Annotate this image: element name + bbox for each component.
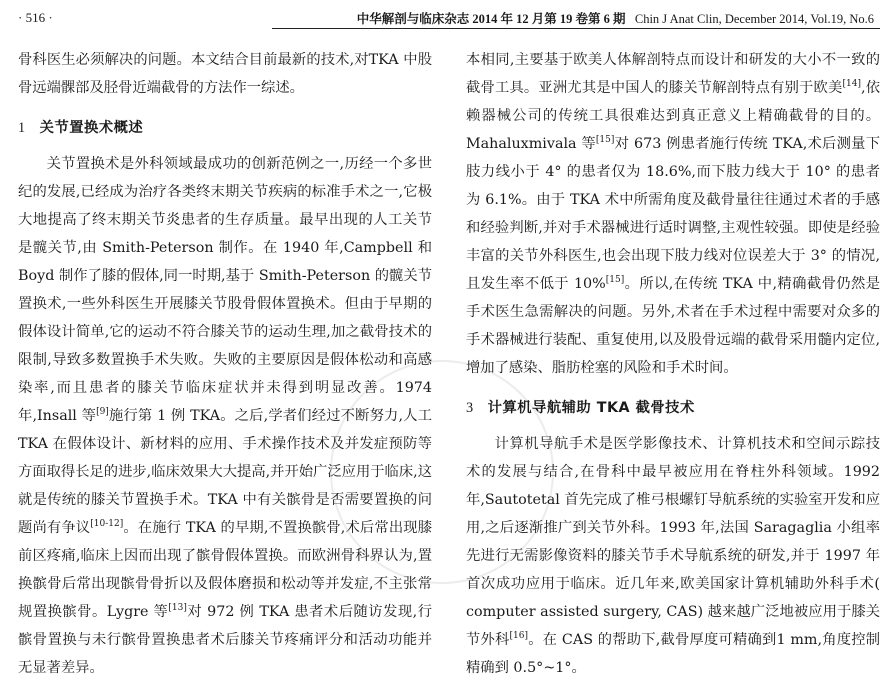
- text-run: ,依赖器械公司的传统工具很难达到真正意义上精确截骨的目的。Mahaluxmivala 等: [466, 80, 881, 152]
- left-column: [18, 46, 432, 682]
- section-number: 3: [466, 400, 474, 416]
- citation-ref: [13]: [168, 603, 187, 613]
- running-header: [0, 0, 892, 40]
- citation-ref: [16]: [509, 631, 528, 641]
- body-paragraph: [18, 150, 432, 682]
- citation-ref: [15]: [605, 275, 625, 285]
- journal-title-en: Chin J Anat Clin, December 2014, Vol.19, No.6: [634, 12, 874, 26]
- section-heading: [466, 394, 880, 422]
- citation-ref: [15]: [595, 135, 615, 145]
- text-run: 本相同,主要基于欧美人体解剖特点而设计和研发的大小不一致的截骨工具。亚洲尤其是中国人的膝关节解剖特点有别于欧美: [466, 52, 880, 96]
- text-run: 对 673 例患者施行传统 TKA,术后测量下肢力线小于 4° 的患者仅为 18.6%,而下肢力线大于 10° 的患者为 6.1%。由于 TKA 术中所需角度及截骨量往往通过术者的手感和经验判断,并对手术器械进行适时调整,主观性较强。即使是经验丰富的关节外科医生,也会出现下肢力线对位误差大于 3° 的情况,且发生率不低于 10%: [466, 136, 880, 292]
- text-run: 计算机导航手术是医学影像技术、计算机技术和空间示踪技术的发展与结合,在骨科中最早被应用在脊柱外科领域。1992 年,Sautotetal 首先完成了椎弓根螺钉导航系统的实验室开发和应用,之后逐渐推广到关节外科。1993 年,法国 Saragaglia 小组率先进行无需影像资料的膝关节手术导航系统的研发,并于 1997 年首次成功应用于临床。近几年来,欧美国家计算机辅助外科手术( computer assisted surgery, CAS) 越来越广泛地被应用于膝关节外科: [466, 436, 880, 648]
- section-number: 1: [18, 120, 26, 136]
- section-heading: [18, 114, 432, 142]
- text-run: 。在施行 TKA 的早期,不置换髌骨,术后常出现膝前区疼痛,临床上因而出现了髌骨假体置换。而欧洲骨科界认为,置换髌骨后常出现髌骨骨折以及假体磨损和松动等并发症,不主张常规置换髌骨。Lygre 等: [18, 520, 433, 620]
- text-run: 关节置换术是外科领域最成功的创新范例之一,历经一个多世纪的发展,已经成为治疗各类终末期关节疾病的标准手术之一,它极大地提高了终末期关节炎患者的生存质量。最早出现的人工关节是髋关节,由 Smith-Peterson 制作。在 1940 年,Campbell 和 Boyd 制作了膝的假体,同一时期,基于 Smith-Peterson 的髋关节置换术,一些外科医生开展膝关节股骨假体置换术。但由于早期的假体设计简单,它的运动不符合膝关节的运动生理,加之截骨技术的限制,导致多数置换手术失败。失败的主要原因是假体松动和高感染率,而且患者的膝关节临床症状并未得到明显改善。1974 年,Insall 等: [18, 156, 432, 424]
- page-number: · 516 ·: [18, 10, 53, 25]
- header-rule: [272, 28, 880, 29]
- citation-ref: [14]: [842, 79, 861, 89]
- citation-ref: [9]: [96, 407, 109, 417]
- section-title: 计算机导航辅助 TKA 截骨技术: [487, 400, 695, 416]
- journal-citation: [357, 9, 874, 27]
- text-run: 。所以,在传统 TKA 中,精确截骨仍然是手术医生急需解决的问题。另外,术者在手术过程中需要对众多的手术器械进行装配、重复使用,以及股骨远端的截骨采用髓内定位,增加了感染、脂肪栓塞的风险和手术时间。: [466, 276, 880, 376]
- right-column: [466, 46, 880, 682]
- body-paragraph: [466, 430, 880, 682]
- body-paragraph: [18, 46, 432, 102]
- citation-ref: [10-12]: [90, 519, 124, 529]
- text-run: 骨科医生必须解决的问题。本文结合目前最新的技术,对TKA 中股骨远端髁部及胫骨近端截骨的方法作一综述。: [18, 52, 432, 96]
- journal-title-cn: 中华解剖与临床杂志 2014 年 12 月第 19 卷第 6 期: [356, 12, 626, 26]
- body-paragraph: [466, 46, 880, 382]
- text-run: 施行第 1 例 TKA。之后,学者们经过不断努力,人工 TKA 在假体设计、新材料的应用、手术操作技术及并发症预防等方面取得长足的进步,临床效果大大提高,并开始广泛应用于临床,这就是传统的膝关节置换手术。TKA 中有关髌骨是否需要置换的问题尚有争议: [18, 408, 433, 536]
- text-run: 对 972 例 TKA 患者术后随访发现,行髌骨置换与未行髌骨置换患者术后膝关节疼痛评分和活动功能并无显著差异。: [18, 604, 432, 676]
- text-run: 。在 CAS 的帮助下,截骨厚度可精确到1 mm,角度控制精确到 0.5°~1°。: [466, 632, 880, 676]
- section-title: 关节置换术概述: [39, 120, 144, 136]
